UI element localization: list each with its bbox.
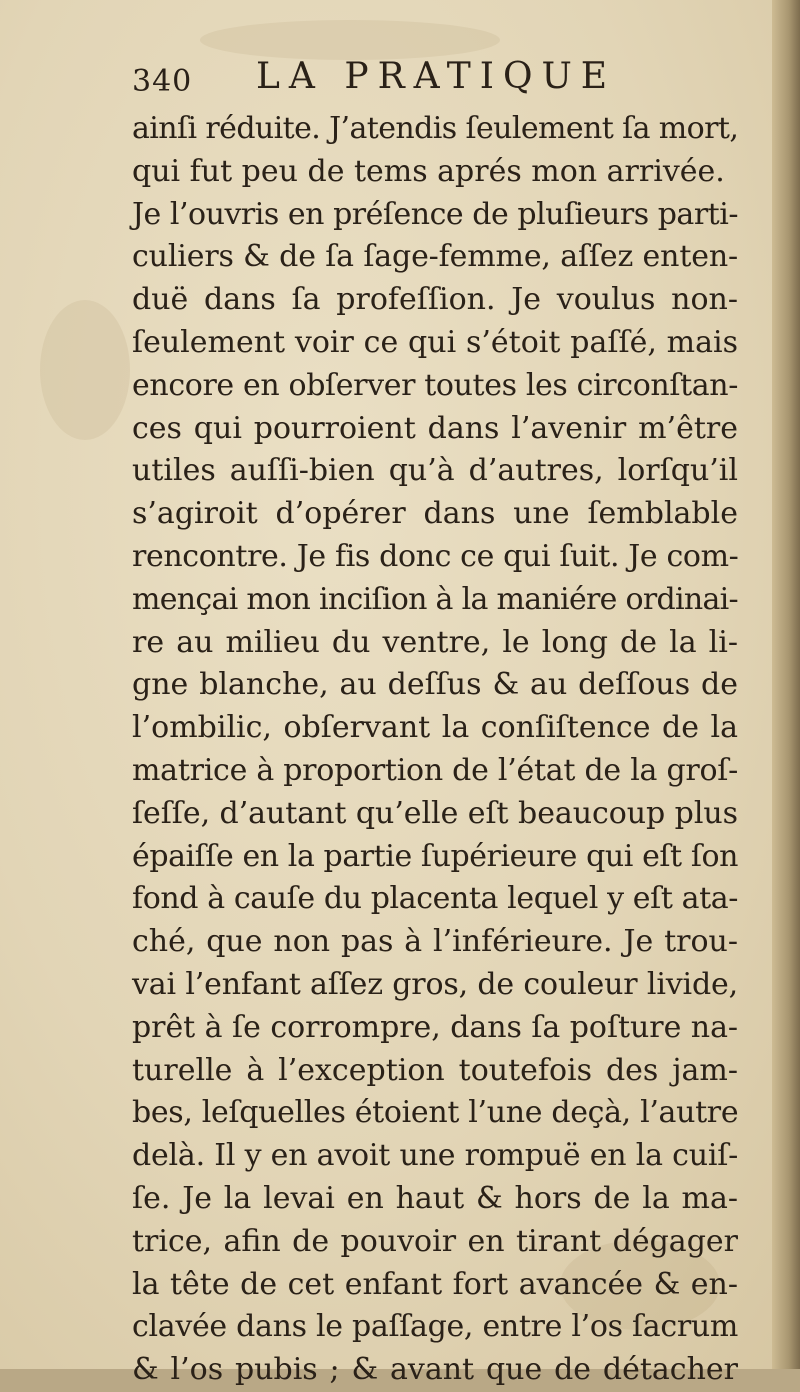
text-line: prêt à ſe corrompre, dans ſa poſture na- bbox=[132, 1009, 738, 1045]
text-line: s’agiroit d’opérer dans une ſemblable bbox=[132, 496, 738, 532]
text-line: delà. Il y en avoit une rompuë en la cuiſ- bbox=[132, 1138, 739, 1174]
text-line: bes, leſquelles étoient l’une deçà, l’autre bbox=[132, 1095, 739, 1131]
text-line: ché, que non pas à l’inférieure. Je trou- bbox=[132, 924, 738, 960]
text-line: fond à cauſe du placenta lequel y eſt ata- bbox=[132, 881, 739, 917]
text-line: qui fut peu de tems aprés mon arrivée. bbox=[132, 153, 725, 189]
page-header bbox=[132, 56, 752, 104]
text-line: duë dans ſa profeſſion. Je voulus non- bbox=[132, 282, 738, 318]
text-line: Je l’ouvris en préſence de pluſieurs parti- bbox=[132, 196, 738, 232]
text-line: l’ombilic, obſervant la conſiſtence de la bbox=[132, 710, 738, 746]
text-line: ſeulement voir ce qui s’étoit paſſé, mais bbox=[132, 324, 738, 360]
text-line: ſeſſe, d’autant qu’elle eſt beaucoup plus bbox=[132, 795, 738, 831]
text-line: ainſi réduite. J’atendis ſeulement ſa mort, bbox=[132, 111, 739, 146]
text-line: turelle à l’exception toutefois des jam- bbox=[132, 1052, 738, 1088]
text-line: culiers & de ſa ſage-femme, aſſez enten- bbox=[132, 239, 738, 275]
text-line: matrice à proportion de l’état de la groſ- bbox=[132, 752, 738, 788]
text-line: la tête de cet enfant fort avancée & en- bbox=[132, 1266, 738, 1302]
paper-stain bbox=[200, 20, 500, 60]
text-line: encore en obſerver toutes les circonſtan- bbox=[132, 367, 738, 403]
running-title: LA PRATIQUE bbox=[256, 56, 617, 97]
text-line: ſe. Je la levai en haut & hors de la ma- bbox=[132, 1180, 738, 1216]
text-line: & l’os pubis ; & avant que de détacher bbox=[132, 1352, 738, 1388]
paper-stain bbox=[40, 300, 130, 440]
page-number: 340 bbox=[132, 64, 193, 99]
text-line: trice, afin de pouvoir en tirant dégager bbox=[132, 1223, 738, 1259]
text-line: re au milieu du ventre, le long de la li- bbox=[132, 624, 738, 660]
text-line: rencontre. Je fis donc ce qui ſuit. Je com- bbox=[132, 538, 739, 574]
text-line: clavée dans le paſſage, entre l’os ſacrum bbox=[132, 1309, 738, 1345]
text-line: utiles auſſi-bien qu’à d’autres, lorſqu’il bbox=[132, 453, 738, 489]
text-line: gne blanche, au deſſus & au deſſous de bbox=[132, 667, 738, 703]
text-line: épaiſſe en la partie ſupérieure qui eſt ſon bbox=[132, 838, 738, 874]
body-text bbox=[132, 108, 738, 1392]
text-line: mençai mon inciſion à la maniére ordinai- bbox=[132, 581, 738, 617]
text-line: vai l’enfant aſſez gros, de couleur livide, bbox=[132, 966, 738, 1002]
book-spine-shadow bbox=[772, 0, 800, 1369]
text-line: ces qui pourroient dans l’avenir m’être bbox=[132, 410, 738, 446]
